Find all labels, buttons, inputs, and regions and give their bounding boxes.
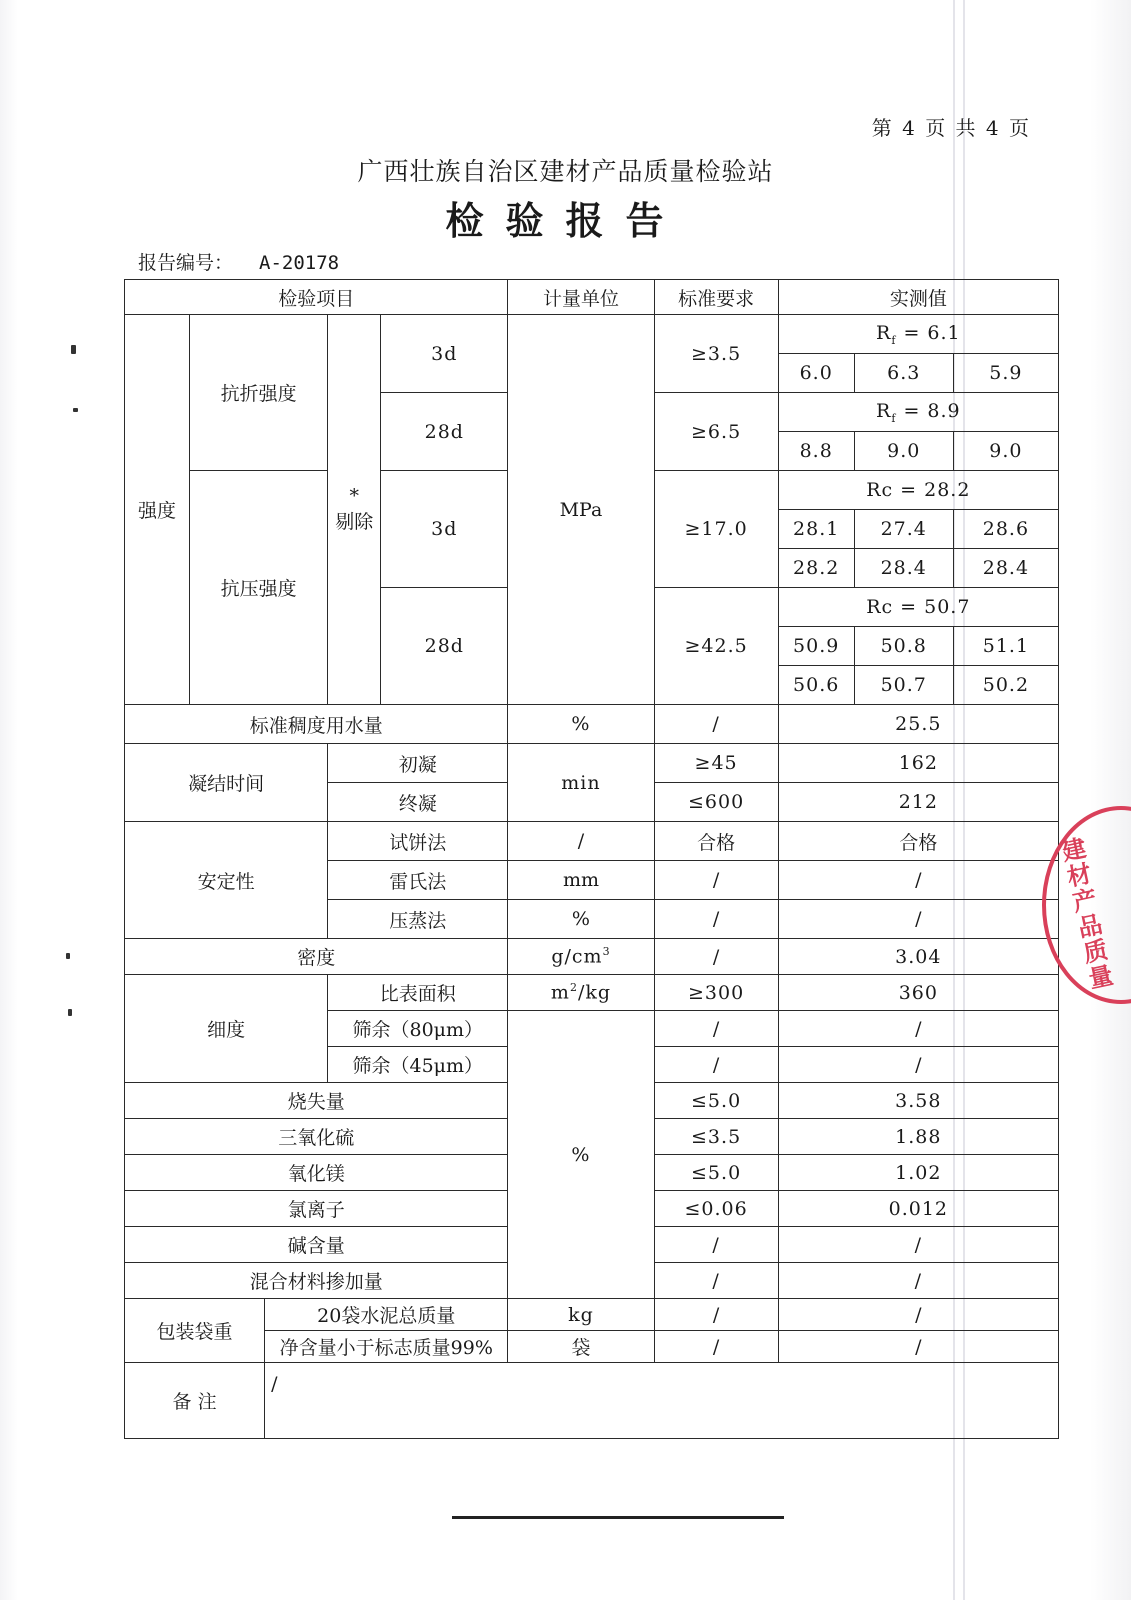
fineness-unit-tail: /kg [577, 981, 612, 1004]
table-row [125, 705, 1059, 744]
fineness-sieve45-label: 筛余（45μm） [328, 1047, 508, 1083]
official-seal-text: 建材产品质量 [1055, 834, 1115, 994]
chem-standard: / [654, 1227, 778, 1263]
table-row [125, 1363, 1059, 1439]
compressive-3d-value: 28.1 [778, 510, 854, 549]
density-unit-base: g/cm [551, 945, 603, 968]
fineness-sieve45-standard: / [654, 1047, 778, 1083]
flexural-3d-age: 3d [381, 315, 508, 393]
flexural-3d-average [778, 315, 1058, 354]
chem-unit: % [508, 1011, 654, 1299]
setting-label: 凝结时间 [125, 744, 328, 822]
remarks-label: 备 注 [125, 1363, 265, 1439]
compressive-28d-standard: ≥42.5 [654, 588, 778, 705]
chem-label: 氯离子 [125, 1191, 508, 1227]
header-item: 检验项目 [125, 280, 508, 315]
remarks-value: / [265, 1363, 1059, 1439]
flexural-28d-average [778, 393, 1058, 432]
flexural-3d-value: 5.9 [953, 354, 1058, 393]
flexural-28d-value: 8.8 [778, 432, 854, 471]
compressive-28d-value: 50.8 [854, 627, 953, 666]
consistency-value: 25.5 [778, 705, 1058, 744]
report-number-value: A-20178 [259, 252, 340, 274]
fineness-sieve80-standard: / [654, 1011, 778, 1047]
soundness-autoclave-value: / [778, 900, 1058, 939]
table-row [125, 744, 1059, 783]
setting-initial-standard: ≥45 [654, 744, 778, 783]
fineness-unit-sup: 2 [569, 981, 578, 995]
header-unit: 计量单位 [508, 280, 654, 315]
setting-final-standard: ≤600 [654, 783, 778, 822]
table-row [125, 1299, 1059, 1331]
report-number [138, 248, 339, 275]
bottom-rule [452, 1516, 784, 1519]
package-net-standard: / [654, 1331, 778, 1363]
compressive-3d-average: Rc = 28.2 [778, 471, 1058, 510]
chem-label: 烧失量 [125, 1083, 508, 1119]
flexural-3d-value: 6.3 [854, 354, 953, 393]
chem-value: 0.012 [778, 1191, 1058, 1227]
chem-label: 碱含量 [125, 1227, 508, 1263]
fineness-surface-value: 360 [778, 975, 1058, 1011]
setting-initial-label: 初凝 [328, 744, 508, 783]
fineness-sieve45-value: / [778, 1047, 1058, 1083]
soundness-label: 安定性 [125, 822, 328, 939]
compressive-3d-value: 28.4 [953, 549, 1058, 588]
soundness-pat-unit: / [508, 822, 654, 861]
flexural-28d-value: 9.0 [953, 432, 1058, 471]
header-measured: 实测值 [778, 280, 1058, 315]
fineness-surface-unit [508, 975, 654, 1011]
soundness-lechatelier-unit: mm [508, 861, 654, 900]
density-value: 3.04 [778, 939, 1058, 975]
scan-speck [71, 345, 76, 354]
package-total-unit: kg [508, 1299, 654, 1331]
chem-standard: ≤0.06 [654, 1191, 778, 1227]
compressive-3d-standard: ≥17.0 [654, 471, 778, 588]
compressive-3d-age: 3d [381, 471, 508, 588]
compressive-3d-value: 28.2 [778, 549, 854, 588]
compressive-28d-value: 51.1 [953, 627, 1058, 666]
strength-label: 强度 [125, 315, 190, 705]
table-row [125, 939, 1059, 975]
package-net-unit: 袋 [508, 1331, 654, 1363]
chem-label: 混合材料掺加量 [125, 1263, 508, 1299]
chem-standard: ≤5.0 [654, 1083, 778, 1119]
page-number: 第 4 页 共 4 页 [871, 116, 1031, 140]
table-row [125, 1331, 1059, 1363]
compressive-28d-value: 50.7 [854, 666, 953, 705]
package-net-value: / [778, 1331, 1058, 1363]
compressive-28d-age: 28d [381, 588, 508, 705]
consistency-label: 标准稠度用水量 [125, 705, 508, 744]
density-label: 密度 [125, 939, 508, 975]
fineness-sieve80-value: / [778, 1011, 1058, 1047]
package-label: 包装袋重 [125, 1299, 265, 1363]
soundness-autoclave-label: 压蒸法 [328, 900, 508, 939]
fineness-sieve80-label: 筛余（80μm） [328, 1011, 508, 1047]
chem-standard: ≤3.5 [654, 1119, 778, 1155]
avg-subscript: f [891, 411, 897, 425]
scan-speck [68, 1009, 72, 1016]
consistency-standard: / [654, 705, 778, 744]
soundness-lechatelier-standard: / [654, 861, 778, 900]
exclude-text: 剔除 [335, 511, 374, 533]
flexural-28d-average-text [876, 399, 961, 425]
package-total-label: 20袋水泥总质量 [265, 1299, 508, 1331]
compressive-label: 抗压强度 [190, 471, 328, 705]
avg-subscript: f [891, 333, 897, 347]
soundness-lechatelier-label: 雷氏法 [328, 861, 508, 900]
setting-final-value: 212 [778, 783, 1058, 822]
soundness-pat-label: 试饼法 [328, 822, 508, 861]
avg-value: = 6.1 [896, 321, 961, 344]
compressive-28d-value: 50.9 [778, 627, 854, 666]
soundness-pat-value: 合格 [778, 822, 1058, 861]
avg-value: = 8.9 [896, 399, 961, 422]
inspection-table [124, 279, 1059, 1439]
scan-speck [66, 953, 70, 959]
fineness-surface-standard: ≥300 [654, 975, 778, 1011]
compressive-28d-value: 50.2 [953, 666, 1058, 705]
setting-initial-value: 162 [778, 744, 1058, 783]
chem-label: 氧化镁 [125, 1155, 508, 1191]
density-standard: / [654, 939, 778, 975]
header-row [125, 280, 1059, 315]
compressive-28d-average: Rc = 50.7 [778, 588, 1058, 627]
compressive-3d-value: 28.6 [953, 510, 1058, 549]
package-net-label: 净含量小于标志质量99% [265, 1331, 508, 1363]
avg-symbol: R [876, 399, 892, 422]
report-number-label: 报告编号： [138, 252, 234, 274]
flexural-3d-standard: ≥3.5 [654, 315, 778, 393]
avg-symbol: R [876, 321, 892, 344]
flexural-28d-standard: ≥6.5 [654, 393, 778, 471]
fineness-label: 细度 [125, 975, 328, 1083]
compressive-28d-value: 50.6 [778, 666, 854, 705]
flexural-label: 抗折强度 [190, 315, 328, 471]
flexural-3d-value: 6.0 [778, 354, 854, 393]
compressive-3d-value: 27.4 [854, 510, 953, 549]
chem-value: / [778, 1263, 1058, 1299]
flexural-28d-age: 28d [381, 393, 508, 471]
fineness-unit-base: m [550, 981, 570, 1004]
table-row [125, 315, 1059, 354]
soundness-autoclave-unit: % [508, 900, 654, 939]
fineness-surface-label: 比表面积 [328, 975, 508, 1011]
flexural-28d-value: 9.0 [854, 432, 953, 471]
report-title: 检验报告 [445, 199, 686, 243]
header-standard: 标准要求 [654, 280, 778, 315]
scan-speck [73, 408, 78, 412]
chem-value: / [778, 1227, 1058, 1263]
chem-value: 1.02 [778, 1155, 1058, 1191]
exclude-mark: * [349, 485, 359, 507]
soundness-lechatelier-value: / [778, 861, 1058, 900]
setting-final-label: 终凝 [328, 783, 508, 822]
soundness-autoclave-standard: / [654, 900, 778, 939]
setting-unit: min [508, 744, 654, 822]
strength-unit: MPa [508, 315, 654, 705]
density-unit-sup: 3 [602, 945, 611, 959]
chem-label: 三氧化硫 [125, 1119, 508, 1155]
flexural-3d-average-text [876, 321, 961, 347]
table-row [125, 822, 1059, 861]
table-row [125, 975, 1059, 1011]
exclude-cell [328, 315, 381, 705]
package-total-value: / [778, 1299, 1058, 1331]
chem-standard: / [654, 1263, 778, 1299]
compressive-3d-value: 28.4 [854, 549, 953, 588]
chem-value: 1.88 [778, 1119, 1058, 1155]
density-unit [508, 939, 654, 975]
chem-standard: ≤5.0 [654, 1155, 778, 1191]
chem-value: 3.58 [778, 1083, 1058, 1119]
soundness-pat-standard: 合格 [654, 822, 778, 861]
consistency-unit: % [508, 705, 654, 744]
organization-name: 广西壮族自治区建材产品质量检验站 [357, 157, 774, 186]
package-total-standard: / [654, 1299, 778, 1331]
